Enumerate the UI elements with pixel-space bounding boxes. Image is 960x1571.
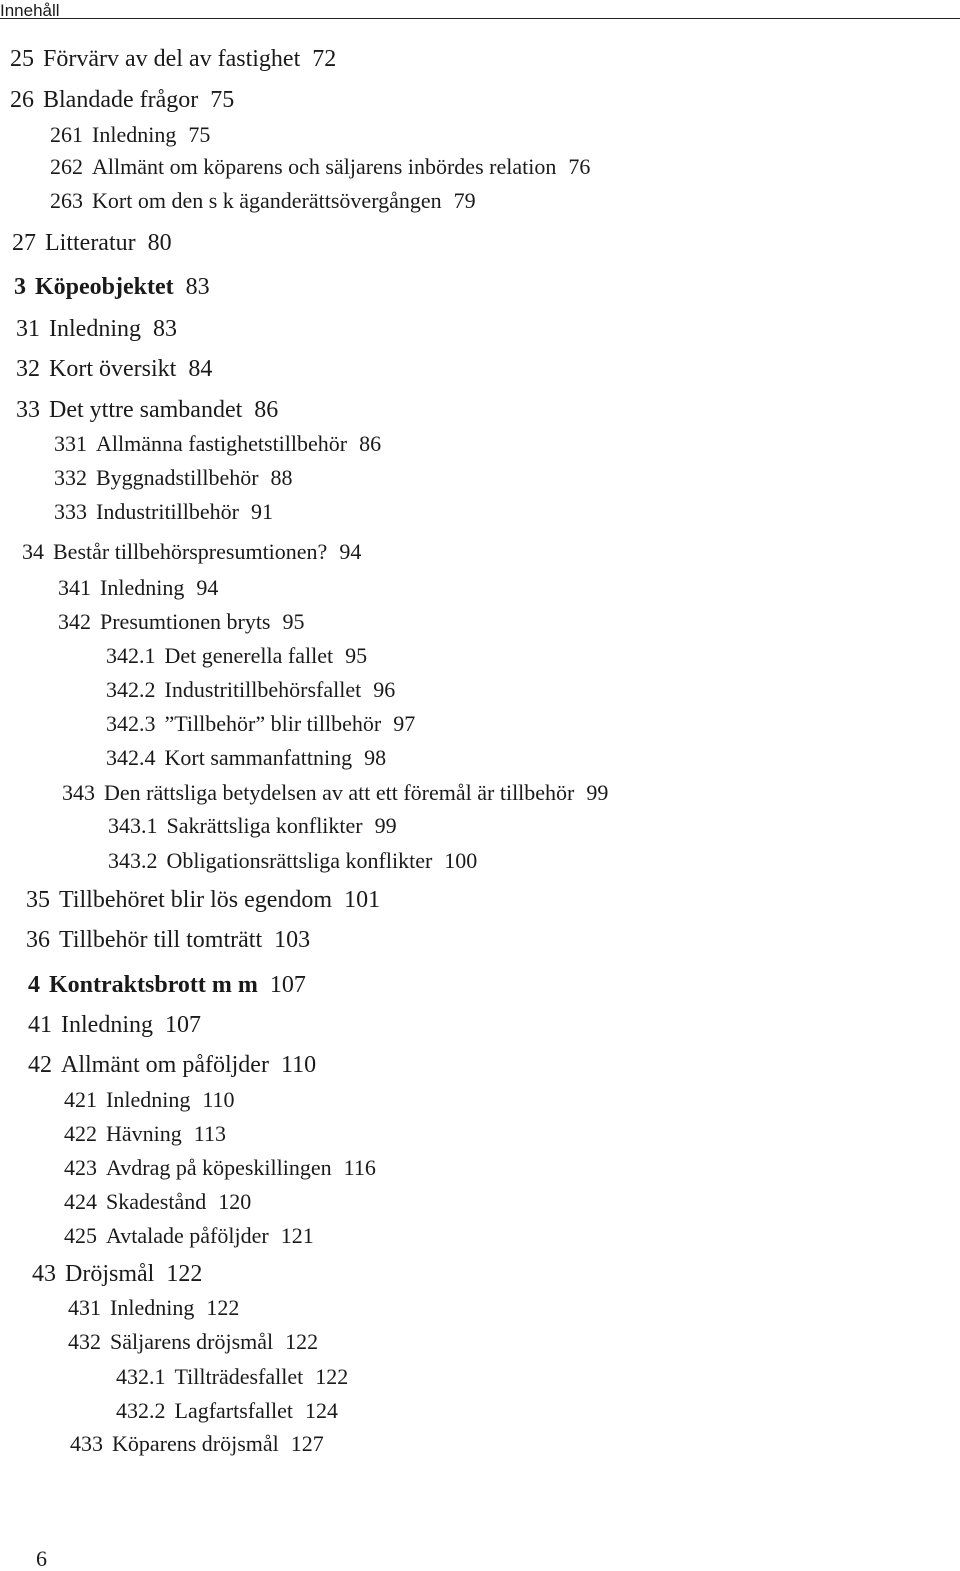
toc-entry bbox=[54, 433, 381, 455]
toc-entry-number: 341 bbox=[58, 575, 91, 600]
toc-entry bbox=[106, 645, 367, 667]
toc-entry-title: Allmänna fastighetstillbehör bbox=[96, 431, 348, 456]
toc-entry-page: 84 bbox=[188, 356, 213, 382]
toc-entry-page: 86 bbox=[254, 397, 279, 423]
toc-entry-page: 88 bbox=[270, 465, 293, 490]
toc-entry-number: 33 bbox=[16, 397, 40, 423]
toc-entry bbox=[28, 1013, 201, 1037]
toc-entry-title: Sakrättsliga konflikter bbox=[166, 813, 363, 838]
toc-entry-page: 127 bbox=[290, 1431, 324, 1456]
toc-entry-page: 120 bbox=[218, 1189, 252, 1214]
toc-entry-number: 333 bbox=[54, 499, 87, 524]
toc-entry-page: 101 bbox=[344, 887, 381, 913]
toc-entry-number: 343.1 bbox=[108, 813, 158, 838]
toc-entry-number: 27 bbox=[12, 230, 36, 256]
toc-entry-number: 4 bbox=[28, 972, 40, 998]
toc-entry-title: Dröjsmål bbox=[65, 1261, 155, 1287]
toc-entry bbox=[106, 747, 386, 769]
toc-entry-page: 122 bbox=[315, 1364, 349, 1389]
toc-entry-page: 107 bbox=[164, 1012, 201, 1038]
toc-entry-title: Byggnadstillbehör bbox=[96, 465, 259, 490]
toc-entry-page: 96 bbox=[373, 677, 396, 702]
toc-entry-title: Inledning bbox=[106, 1087, 191, 1112]
toc-entry bbox=[70, 1433, 324, 1455]
toc-entry bbox=[106, 713, 415, 735]
toc-entry-title: ”Tillbehör” blir tillbehör bbox=[164, 711, 382, 736]
toc-entry-number: 41 bbox=[28, 1012, 52, 1038]
toc-entry-page: 95 bbox=[282, 609, 305, 634]
toc-entry-number: 432 bbox=[68, 1329, 101, 1354]
toc-entry-title: Inledning bbox=[92, 122, 177, 147]
toc-entry bbox=[106, 679, 395, 701]
toc-entry-title: Den rättsliga betydelsen av att ett föremål är tillbehör bbox=[104, 780, 575, 805]
toc-entry bbox=[50, 156, 590, 178]
toc-entry-number: 342.4 bbox=[106, 745, 156, 770]
toc-entry bbox=[58, 611, 305, 633]
toc-entry-number: 32 bbox=[16, 356, 40, 382]
toc-entry-title: Säljarens dröjsmål bbox=[110, 1329, 274, 1354]
toc-entry bbox=[58, 577, 218, 599]
toc-entry bbox=[68, 1331, 318, 1353]
toc-entry-title: Består tillbehörspresumtionen? bbox=[53, 539, 328, 564]
toc-entry-page: 80 bbox=[147, 230, 172, 256]
toc-entry-number: 261 bbox=[50, 122, 83, 147]
toc-entry-number: 433 bbox=[70, 1431, 103, 1456]
toc-entry-number: 342.2 bbox=[106, 677, 156, 702]
toc-entry bbox=[108, 850, 477, 872]
toc-entry-page: 110 bbox=[280, 1052, 317, 1078]
toc-entry-page: 75 bbox=[188, 122, 211, 147]
toc-entry-page: 86 bbox=[359, 431, 382, 456]
toc-entry-number: 262 bbox=[50, 154, 83, 179]
toc-entry-number: 425 bbox=[64, 1223, 97, 1248]
toc-entry-title: Hävning bbox=[106, 1121, 182, 1146]
toc-entry-title: Kort om den s k äganderättsövergången bbox=[92, 188, 442, 213]
toc-entry-number: 42 bbox=[28, 1052, 52, 1078]
toc-entry bbox=[14, 275, 210, 299]
toc-entry-number: 343 bbox=[62, 780, 95, 805]
toc-entry-page: 116 bbox=[343, 1155, 376, 1180]
toc-entry-number: 424 bbox=[64, 1189, 97, 1214]
toc-entry-page: 122 bbox=[206, 1295, 240, 1320]
toc-entry bbox=[50, 190, 476, 212]
toc-entry-title: Allmänt om köparens och säljarens inbördes relation bbox=[92, 154, 557, 179]
toc-entry-page: 94 bbox=[339, 539, 362, 564]
toc-entry-page: 98 bbox=[364, 745, 387, 770]
toc-entry-page: 99 bbox=[586, 780, 609, 805]
toc-entry-number: 35 bbox=[26, 887, 50, 913]
toc-entry-number: 25 bbox=[10, 46, 34, 72]
toc-entry bbox=[64, 1191, 251, 1213]
toc-entry-number: 431 bbox=[68, 1295, 101, 1320]
toc-entry bbox=[32, 1262, 202, 1286]
toc-entry-page: 124 bbox=[305, 1398, 338, 1423]
toc-entry-title: Lagfartsfallet bbox=[174, 1398, 293, 1423]
toc-entry-number: 36 bbox=[26, 927, 50, 953]
toc-entry-page: 107 bbox=[269, 972, 306, 998]
toc-entry-page: 91 bbox=[250, 499, 273, 524]
toc-entry-number: 26 bbox=[10, 87, 34, 113]
toc-entry-page: 95 bbox=[345, 643, 368, 668]
toc-entry-title: Presumtionen bryts bbox=[100, 609, 271, 634]
toc-entry-page: 72 bbox=[312, 46, 337, 72]
toc-entry-page: 122 bbox=[285, 1329, 319, 1354]
toc-entry-page: 103 bbox=[274, 927, 311, 953]
toc-entry-title: Tillbehör till tomträtt bbox=[59, 927, 263, 953]
toc-entry bbox=[28, 973, 306, 997]
toc-entry-title: Köparens dröjsmål bbox=[112, 1431, 279, 1456]
toc-entry-number: 43 bbox=[32, 1261, 56, 1287]
toc-entry-number: 34 bbox=[22, 539, 44, 564]
toc-entry bbox=[68, 1297, 239, 1319]
toc-entry bbox=[64, 1089, 235, 1111]
toc-entry bbox=[62, 782, 608, 804]
toc-entry-title: Det generella fallet bbox=[164, 643, 334, 668]
running-header: Innehåll bbox=[0, 1, 60, 20]
toc-entry-title: Industritillbehörsfallet bbox=[164, 677, 362, 702]
toc-entry-page: 113 bbox=[193, 1121, 226, 1146]
toc-entry-page: 122 bbox=[166, 1261, 203, 1287]
toc-entry bbox=[16, 398, 278, 422]
toc-entry-page: 75 bbox=[210, 87, 235, 113]
toc-entry-number: 31 bbox=[16, 316, 40, 342]
toc-entry-title: Det yttre sambandet bbox=[49, 397, 243, 423]
toc-entry-number: 422 bbox=[64, 1121, 97, 1146]
toc-entry bbox=[12, 231, 172, 255]
toc-entry-title: Tillträdesfallet bbox=[174, 1364, 304, 1389]
toc-entry-page: 83 bbox=[185, 274, 210, 300]
toc-entry-number: 423 bbox=[64, 1155, 97, 1180]
toc-entry-title: Tillbehöret blir lös egendom bbox=[59, 887, 333, 913]
toc-entry-page: 99 bbox=[374, 813, 397, 838]
toc-entry-title: Avtalade påföljder bbox=[106, 1223, 269, 1248]
toc-entry bbox=[16, 357, 212, 381]
toc-entry-page: 94 bbox=[196, 575, 219, 600]
toc-entry bbox=[28, 1053, 316, 1077]
toc-entry bbox=[10, 88, 234, 112]
toc-entry-title: Blandade frågor bbox=[43, 87, 199, 113]
toc-entry-title: Allmänt om påföljder bbox=[61, 1052, 269, 1078]
toc-entry bbox=[116, 1366, 348, 1388]
toc-entry-title: Inledning bbox=[110, 1295, 195, 1320]
toc-entry-number: 331 bbox=[54, 431, 87, 456]
toc-entry-title: Obligationsrättsliga konflikter bbox=[166, 848, 433, 873]
page-number: 6 bbox=[36, 1546, 47, 1571]
toc-entry bbox=[54, 501, 273, 523]
toc-entry bbox=[26, 888, 380, 912]
toc-entry-number: 432.2 bbox=[116, 1398, 166, 1423]
toc-entry-number: 343.2 bbox=[108, 848, 158, 873]
toc-entry-title: Kort översikt bbox=[49, 356, 177, 382]
toc-entry-number: 332 bbox=[54, 465, 87, 490]
toc-entry-page: 121 bbox=[280, 1223, 314, 1248]
toc-entry-title: Industritillbehör bbox=[96, 499, 239, 524]
toc-entry bbox=[10, 47, 336, 71]
toc-entry-title: Avdrag på köpeskillingen bbox=[106, 1155, 332, 1180]
toc-entry bbox=[64, 1157, 376, 1179]
toc-entry-title: Förvärv av del av fastighet bbox=[43, 46, 301, 72]
toc-entry-number: 421 bbox=[64, 1087, 97, 1112]
toc-entry bbox=[16, 317, 177, 341]
toc-entry-title: Kontraktsbrott m m bbox=[49, 972, 258, 998]
toc-entry-number: 342.1 bbox=[106, 643, 156, 668]
toc-entry-page: 100 bbox=[444, 848, 478, 873]
toc-entry bbox=[116, 1400, 338, 1422]
toc-entry-title: Skadestånd bbox=[106, 1189, 207, 1214]
toc-entry-title: Litteratur bbox=[45, 230, 136, 256]
toc-entry bbox=[50, 124, 210, 146]
toc-entry bbox=[64, 1123, 226, 1145]
toc-entry-title: Inledning bbox=[61, 1012, 153, 1038]
toc-entry-title: Inledning bbox=[100, 575, 185, 600]
toc-entry-number: 3 bbox=[14, 274, 26, 300]
toc-entry-page: 97 bbox=[393, 711, 416, 736]
toc-entry-number: 342.3 bbox=[106, 711, 156, 736]
toc-entry-number: 432.1 bbox=[116, 1364, 166, 1389]
toc-entry-title: Köpeobjektet bbox=[35, 274, 174, 300]
toc-entry bbox=[26, 928, 310, 952]
toc-entry-page: 110 bbox=[202, 1087, 235, 1112]
toc-entry-page: 79 bbox=[453, 188, 476, 213]
toc-entry-number: 263 bbox=[50, 188, 83, 213]
toc-entry-page: 76 bbox=[568, 154, 591, 179]
toc-entry-title: Inledning bbox=[49, 316, 141, 342]
toc-entry bbox=[64, 1225, 314, 1247]
toc-entry bbox=[108, 815, 397, 837]
toc-entry-number: 342 bbox=[58, 609, 91, 634]
toc-entry bbox=[54, 467, 293, 489]
toc-entry-page: 83 bbox=[152, 316, 177, 342]
toc-entry bbox=[22, 541, 361, 563]
toc-entry-title: Kort sammanfattning bbox=[164, 745, 353, 770]
